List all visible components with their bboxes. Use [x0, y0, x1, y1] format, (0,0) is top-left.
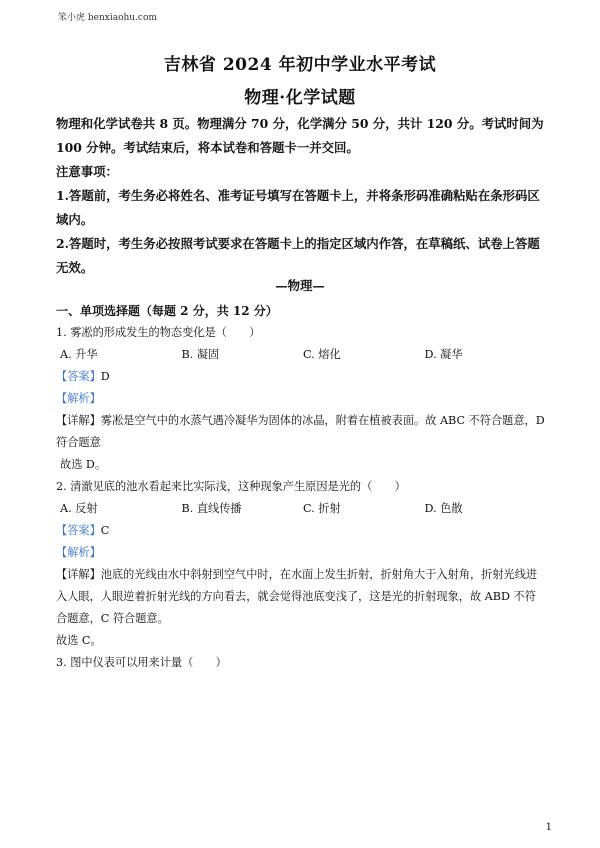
- question-1-stem: 1. 雾凇的形成发生的物态变化是（ ）: [56, 326, 261, 339]
- page-number: 1: [545, 822, 552, 833]
- questions-block: [56, 300, 546, 674]
- question-1-analysis-tag: 【解析】: [56, 392, 101, 405]
- intro-block: [56, 112, 546, 280]
- answer-tag: 【答案】: [56, 524, 101, 537]
- question-2-analysis-tag: 【解析】: [56, 546, 101, 559]
- detail-tag: 【详解】: [56, 568, 101, 581]
- header-site-label: 笨小虎 benxiaohu.com: [58, 13, 157, 23]
- note-2: 2.答题时，考生务必按照考试要求在答题卡上的指定区域内作答，在草稿纸、试卷上答题无效。: [56, 236, 540, 275]
- detail-tag: 【详解】: [56, 414, 101, 427]
- notes-heading: 注意事项：: [56, 164, 118, 179]
- answer-tag: 【答案】: [56, 370, 101, 383]
- detail-text: 雾凇是空气中的水蒸气遇冷凝华为固体的冰晶，附着在植被表面。故 ABC 不符合题意，D 符合题意: [56, 414, 545, 449]
- detail-text: 池底的光线由水中斜射到空气中时，在水面上发生折射，折射角大于入射角，折射光线进入人眼，人眼逆着折射光线的方向看去，就会觉得池底变浅了，这是光的折射现象，故 ABD 不符合题意，C 符合题意。: [56, 568, 538, 625]
- option-a: A. 升华: [60, 348, 98, 361]
- option-d: D. 凝华: [424, 348, 463, 361]
- answer-value: C: [100, 524, 110, 537]
- question-2-detail: [56, 564, 546, 630]
- question-2-conclusion: 故选 C。: [56, 634, 102, 647]
- option-b: B. 凝固: [181, 348, 220, 361]
- intro-paragraph: 物理和化学试卷共 8 页。物理满分 70 分，化学满分 50 分，共计 120 分。考试时间为 100 分钟。考试结束后，将本试卷和答题卡一并交回。: [56, 116, 544, 155]
- question-2-stem: 2. 清澈见底的池水看起来比实际浅，这种现象产生原因是光的（ ）: [56, 480, 406, 493]
- option-c: C. 折射: [303, 502, 341, 515]
- question-1-detail: [56, 410, 546, 454]
- option-c: C. 熔化: [303, 348, 341, 361]
- question-2-answer: [56, 520, 546, 542]
- question-2-options: [56, 498, 546, 520]
- option-b: B. 直线传播: [181, 502, 242, 515]
- question-3-stem: 3. 图中仪表可以用来计量（ ）: [56, 656, 227, 669]
- option-d: D. 色散: [424, 502, 463, 515]
- note-1: 1.答题前，考生务必将姓名、准考证号填写在答题卡上，并将条形码准确粘贴在条形码区域内。: [56, 188, 540, 227]
- exam-title: 吉林省 2024 年初中学业水平考试: [163, 55, 437, 75]
- subject-divider: —物理—: [275, 278, 325, 293]
- question-1-options: [56, 344, 546, 366]
- question-1-conclusion: 故选 D。: [60, 458, 107, 471]
- exam-subtitle: 物理·化学试题: [244, 88, 356, 108]
- question-1-answer: [56, 366, 546, 388]
- section-heading: 一、单项选择题（每题 2 分，共 12 分）: [56, 304, 278, 318]
- answer-value: D: [100, 370, 110, 383]
- option-a: A. 反射: [60, 502, 98, 515]
